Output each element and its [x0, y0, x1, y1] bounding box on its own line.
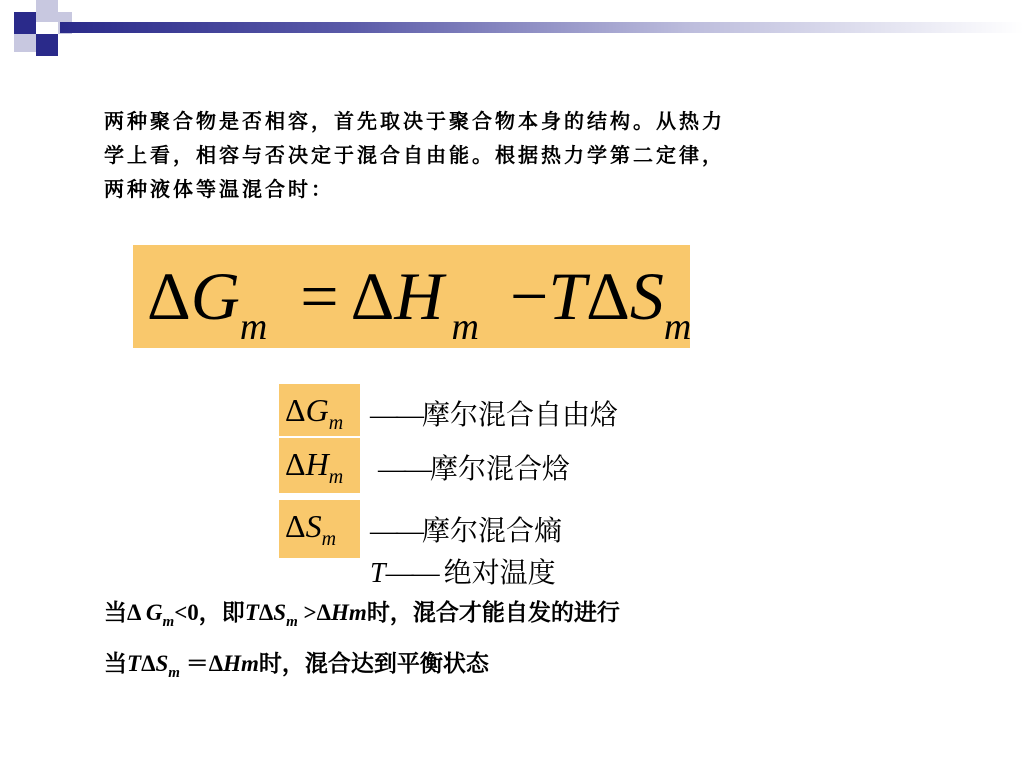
cond-sub: m — [162, 614, 175, 630]
eq-sub-m: m — [451, 306, 479, 348]
eq-equals: = — [300, 258, 339, 334]
intro-line-2: 学上看，相容与否决定于混合自由能。根据热力学第二定律， — [104, 143, 725, 167]
intro-line-3: 两种液体等温混合时： — [104, 177, 334, 201]
definition-dash: —— — [370, 516, 422, 547]
cond-var: Hm — [223, 651, 259, 676]
cond-delta: Δ — [127, 600, 146, 625]
cond-text: ＝Δ — [179, 651, 224, 676]
definition-temperature — [370, 556, 556, 591]
symbol-sub: m — [321, 528, 337, 550]
eq-sub-m: m — [239, 306, 268, 348]
cond-text: <0，即 — [174, 600, 245, 625]
eq-g: G — [190, 258, 240, 334]
definition-dash: —— — [378, 454, 430, 485]
symbol-var: S — [305, 508, 322, 544]
symbol-divider — [279, 436, 360, 438]
cond-sub: m — [168, 665, 180, 681]
deco-square — [14, 12, 36, 34]
eq-delta-h: Δ — [350, 258, 395, 334]
cond-var: Hm — [331, 600, 367, 625]
cond-text: 当 — [104, 650, 127, 677]
definition-gibbs — [370, 398, 618, 433]
cond-var: G — [145, 600, 163, 625]
symbol-var: H — [305, 446, 329, 482]
eq-minus: − — [509, 258, 549, 334]
cond-sub: m — [286, 614, 298, 630]
eq-sub-m: m — [663, 306, 692, 348]
eq-s: S — [629, 258, 664, 334]
symbol-delta-g — [285, 392, 344, 434]
cond-var: T — [244, 600, 259, 625]
intro-line-1: 两种聚合物是否相容，首先取决于聚合物本身的结构。从热力 — [104, 109, 725, 133]
symbol-delta-h — [285, 446, 344, 488]
symbol-delta: Δ — [285, 446, 306, 482]
deco-gradient-bar — [60, 22, 1024, 33]
cond-text: 时，混合达到平衡状态 — [258, 650, 489, 677]
gibbs-equation — [147, 251, 691, 352]
deco-square — [36, 0, 58, 22]
cond-var: S — [155, 651, 169, 676]
cond-delta: Δ — [258, 600, 274, 625]
condition-spontaneous — [104, 597, 620, 632]
eq-delta-s: Δ — [586, 258, 630, 334]
definition-enthalpy — [378, 452, 570, 487]
symbol-box-gh — [279, 384, 360, 493]
cond-text: >Δ — [297, 600, 332, 625]
cond-var: T — [127, 651, 142, 676]
definition-text: 摩尔混合自由焓 — [422, 398, 619, 431]
title-decoration — [0, 0, 1024, 60]
eq-delta-g: Δ — [147, 258, 191, 334]
cond-text: 时，混合才能自发的进行 — [366, 599, 620, 626]
symbol-sub: m — [328, 412, 344, 434]
deco-square — [14, 34, 36, 52]
intro-paragraph — [104, 104, 894, 206]
definition-dash: —— — [385, 558, 438, 589]
condition-equilibrium — [104, 648, 489, 683]
definition-text: 绝对温度 — [443, 556, 556, 589]
eq-t: T — [548, 258, 587, 334]
symbol-var: G — [305, 392, 329, 428]
definition-text: 摩尔混合熵 — [422, 514, 563, 547]
deco-square — [36, 34, 58, 56]
eq-h: H — [394, 258, 444, 334]
definition-entropy — [370, 514, 562, 549]
symbol-delta: Δ — [285, 508, 306, 544]
definition-text: 摩尔混合焓 — [430, 452, 571, 485]
cond-var: S — [273, 600, 287, 625]
symbol-sub: m — [328, 466, 344, 488]
definition-dash: —— — [370, 400, 422, 431]
symbol-delta-s — [285, 508, 337, 550]
cond-text: 当 — [104, 599, 127, 626]
symbol-box-s — [279, 500, 360, 558]
cond-delta: Δ — [141, 651, 156, 676]
symbol-delta: Δ — [285, 392, 306, 428]
gibbs-equation-box — [133, 245, 690, 348]
temperature-symbol: T — [370, 558, 386, 589]
